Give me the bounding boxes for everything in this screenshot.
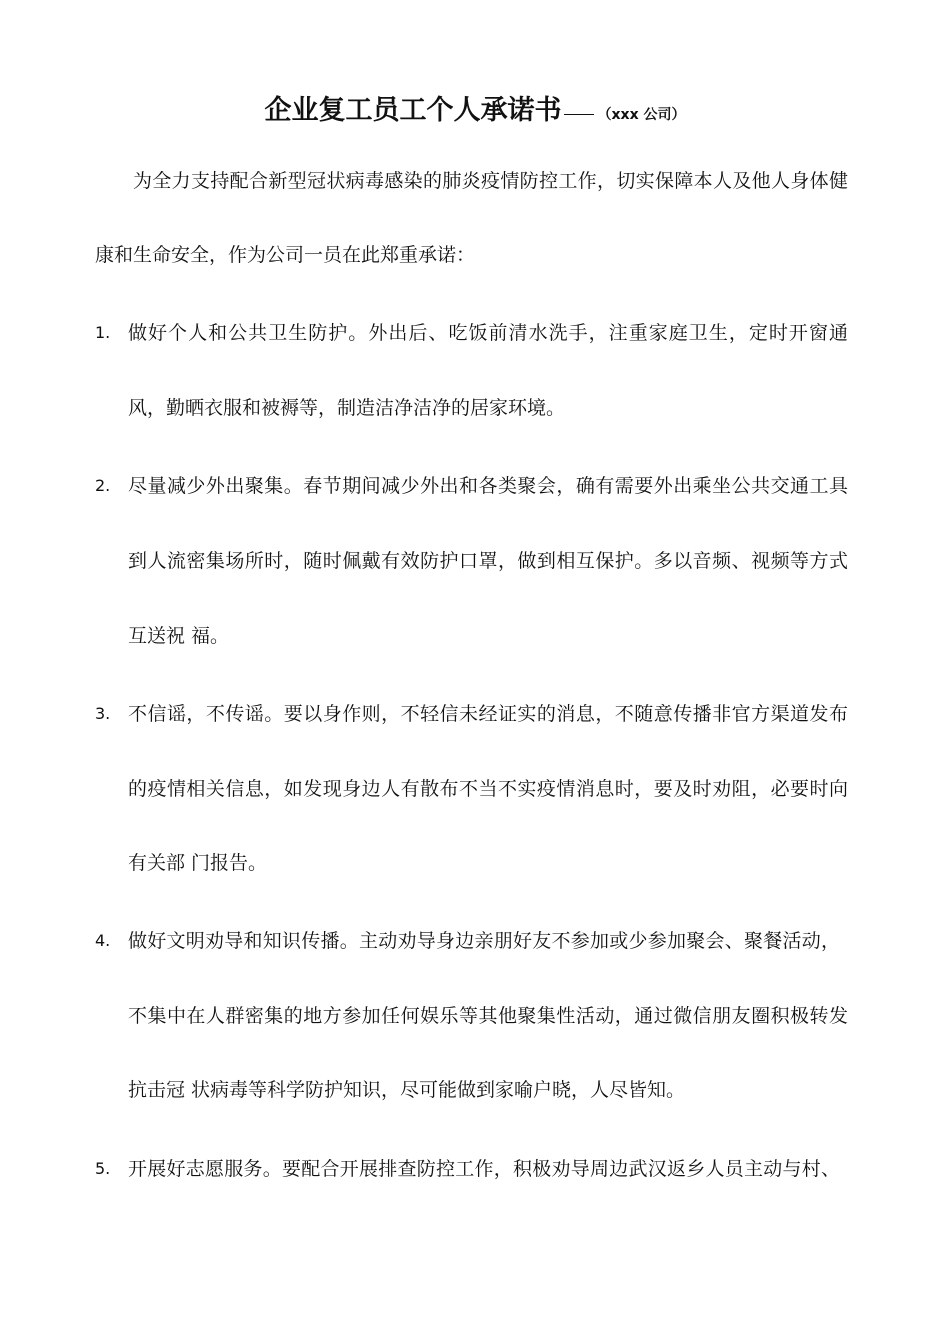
item-number: 5. [95,1159,111,1178]
item-number: 3. [95,704,111,723]
item-line: 做好个人和公共卫生防护。外出后、吃饭前清水洗手，注重家庭卫生，定时开窗通 [128,322,848,344]
title-dash [564,114,594,115]
intro-line: 康和生命安全，作为公司一员在此郑重承诺： [95,244,476,266]
item-number: 1. [95,323,111,342]
item-line: 不信谣，不传谣。要以身作则，不轻信未经证实的消息，不随意传播非官方渠道发布 [128,703,848,725]
item-line: 抗击冠 状病毒等科学防护知识，尽可能做到家喻户晓，人尽皆知。 [128,1079,686,1101]
intro-line: 为全力支持配合新型冠状病毒感染的肺炎疫情防控工作，切实保障本人及他人身体健 [133,170,848,192]
item-line: 不集中在人群密集的地方参加任何娱乐等其他聚集性活动，通过微信朋友圈积极转发 [128,1005,848,1027]
document-title [0,88,950,127]
item-line: 做好文明劝导和知识传播。主动劝导身边亲朋好友不参加或少参加聚会、聚餐活动， [128,930,840,952]
title-company: （xxx 公司） [597,107,686,123]
item-line: 开展好志愿服务。要配合开展排查防控工作，积极劝导周边武汉返乡人员主动与村、 [128,1158,840,1180]
item-line: 有关部 门报告。 [128,852,268,874]
item-line: 尽量减少外出聚集。春节期间减少外出和各类聚会，确有需要外出乘坐公共交通工具 [128,475,848,497]
title-main: 企业复工员工个人承诺书 [264,95,562,126]
item-number: 2. [95,476,111,495]
item-line: 互送祝 福。 [128,625,230,647]
item-number: 4. [95,931,111,950]
item-line: 到人流密集场所时，随时佩戴有效防护口罩，做到相互保护。多以音频、视频等方式 [128,550,848,572]
item-line: 风，勤晒衣服和被褥等，制造洁净洁净的居家环境。 [128,397,566,419]
item-line: 的疫情相关信息，如发现身边人有散布不当不实疫情消息时，要及时劝阻，必要时向 [128,778,848,800]
